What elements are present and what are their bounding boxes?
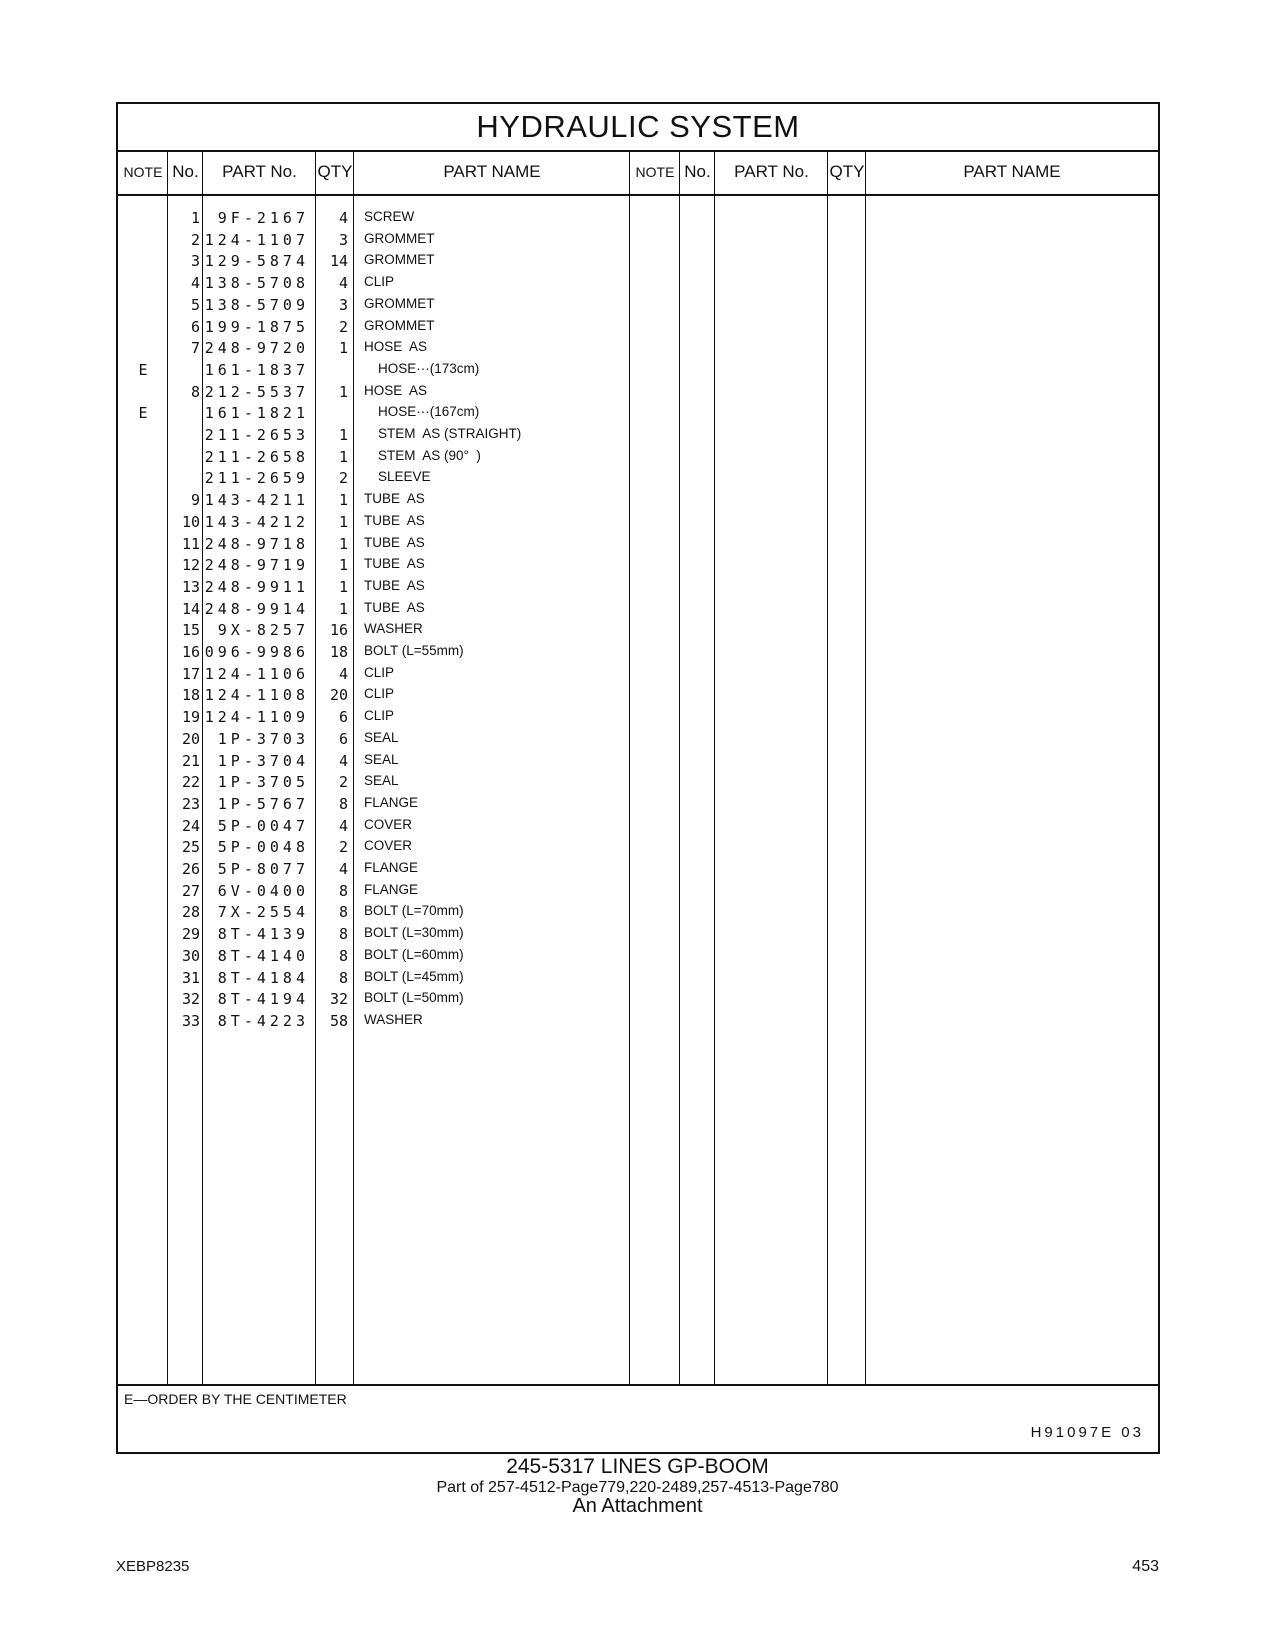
- table-row: [118, 771, 1158, 793]
- part-number-cell: 211-2653: [204, 426, 309, 444]
- table-row: [118, 684, 1158, 706]
- part-name-cell: HOSE···(167cm): [378, 404, 480, 420]
- quantity-cell: 8: [338, 903, 348, 922]
- note-cell: [118, 576, 168, 598]
- quantity-cell: 4: [338, 209, 348, 227]
- item-number-cell: 2: [190, 230, 200, 249]
- part-name-cell: FLANGE: [364, 860, 419, 875]
- table-row: [118, 250, 1158, 272]
- quantity-cell: 3: [338, 230, 348, 249]
- part-number-cell: 138-5708: [204, 274, 309, 293]
- item-number-cell: 1: [190, 209, 200, 227]
- table-row: [118, 988, 1158, 1010]
- quantity-cell: 2: [338, 317, 348, 336]
- part-name-cell: HOSE···(173cm): [378, 360, 480, 376]
- table-row: [118, 402, 1158, 424]
- quantity-cell: 20: [329, 686, 348, 705]
- quantity-cell: 1: [338, 599, 348, 618]
- note-cell: [118, 663, 168, 685]
- part-name-cell: TUBE AS: [364, 512, 425, 528]
- item-number-cell: 9: [190, 491, 200, 510]
- note-cell: [118, 533, 168, 555]
- item-number-cell: 5: [190, 295, 200, 314]
- table-row: [118, 945, 1158, 967]
- header-part-no-left: PART No.: [222, 162, 297, 181]
- part-name-cell: BOLT (L=45mm): [364, 968, 464, 984]
- quantity-cell: 58: [329, 1011, 348, 1030]
- table-row: [118, 489, 1158, 511]
- note-cell: [118, 424, 168, 446]
- part-name-cell: COVER: [364, 816, 413, 832]
- part-name-cell: WASHER: [364, 621, 423, 637]
- item-number-cell: 29: [181, 925, 200, 944]
- item-number-cell: 20: [181, 729, 200, 748]
- quantity-cell: 6: [338, 729, 348, 748]
- part-number-cell: 161-1821: [204, 404, 309, 423]
- item-number-cell: 30: [181, 946, 200, 965]
- quantity-cell: [312, 402, 348, 424]
- drawing-code: H91097E 03: [1030, 1424, 1144, 1441]
- quantity-cell: 1: [338, 447, 348, 466]
- part-number-cell: 143-4211: [204, 491, 309, 510]
- item-number-cell: 15: [181, 621, 200, 640]
- header-qty-left: QTY: [317, 162, 353, 181]
- quantity-cell: 1: [338, 426, 348, 444]
- part-name-cell: SEAL: [364, 751, 399, 767]
- item-number-cell: 6: [190, 317, 200, 336]
- part-number-cell: 9X-8257: [217, 621, 309, 640]
- quantity-cell: 32: [329, 990, 348, 1009]
- quantity-cell: 1: [338, 382, 348, 401]
- footer-divider: [118, 1384, 1158, 1386]
- note-cell: [118, 706, 168, 728]
- caption-attachment: An Attachment: [572, 1495, 703, 1517]
- footnote: E—ORDER BY THE CENTIMETER: [124, 1391, 347, 1407]
- part-number-cell: 8T-4223: [217, 1011, 309, 1030]
- quantity-cell: 6: [338, 708, 348, 727]
- part-number-cell: 1P-3705: [217, 773, 309, 792]
- part-name-cell: CLIP: [364, 708, 395, 724]
- table-row: [118, 511, 1158, 533]
- item-number-cell: 3: [190, 252, 200, 271]
- note-cell: [118, 554, 168, 576]
- part-number-cell: 8T-4139: [217, 925, 309, 944]
- part-number-cell: 8T-4140: [217, 946, 309, 965]
- header-qty-right: QTY: [829, 162, 865, 181]
- header-no-right: No.: [684, 162, 711, 181]
- part-number-cell: 8T-4184: [217, 968, 309, 987]
- quantity-cell: 16: [329, 621, 348, 640]
- item-number-cell: 8: [190, 382, 200, 401]
- part-number-cell: 161-1837: [204, 360, 309, 379]
- quantity-cell: 8: [338, 925, 348, 944]
- part-number-cell: 124-1108: [204, 686, 309, 705]
- part-name-cell: BOLT (L=70mm): [364, 903, 464, 919]
- part-name-cell: TUBE AS: [364, 599, 425, 615]
- item-number-cell: 27: [181, 881, 200, 900]
- item-number-cell: 11: [181, 534, 200, 553]
- part-name-cell: GROMMET: [364, 252, 435, 268]
- part-number-cell: 096-9986: [204, 643, 309, 661]
- note-cell: [118, 207, 168, 229]
- part-name-cell: GROMMET: [364, 230, 435, 246]
- note-cell: [118, 858, 168, 880]
- document-id: XEBP8235: [116, 1558, 190, 1575]
- note-cell: [118, 923, 168, 945]
- note-cell: [118, 728, 168, 750]
- table-row: [118, 467, 1158, 489]
- table-row: [118, 381, 1158, 403]
- note-cell: [118, 901, 168, 923]
- quantity-cell: 14: [329, 252, 348, 271]
- item-number-cell: 22: [181, 773, 200, 792]
- part-name-cell: FLANGE: [364, 881, 419, 897]
- part-name-cell: SEAL: [364, 773, 399, 789]
- quantity-cell: 1: [338, 512, 348, 531]
- part-name-cell: SCREW: [364, 209, 415, 224]
- header-no-left: No.: [172, 162, 199, 181]
- item-number-cell: 28: [181, 903, 200, 922]
- quantity-cell: 2: [338, 773, 348, 792]
- part-number-cell: 211-2659: [204, 469, 309, 488]
- item-number-cell: 4: [190, 274, 200, 293]
- part-name-cell: BOLT (L=30mm): [364, 925, 464, 941]
- part-number-cell: 1P-3703: [217, 729, 309, 748]
- header-note-right: NOTE: [635, 164, 675, 180]
- part-number-cell: 9F-2167: [217, 209, 309, 227]
- table-row: [118, 316, 1158, 338]
- item-number-cell: 14: [181, 599, 200, 618]
- note-cell: [118, 316, 168, 338]
- note-cell: [118, 684, 168, 706]
- quantity-cell: 8: [338, 968, 348, 987]
- header-part-name-left: PART NAME: [443, 162, 541, 181]
- part-name-cell: SLEEVE: [378, 469, 431, 485]
- note-cell: [118, 598, 168, 620]
- part-number-cell: 124-1109: [204, 708, 309, 727]
- quantity-cell: 3: [338, 295, 348, 314]
- header-note-left: NOTE: [123, 164, 163, 180]
- table-row: [118, 750, 1158, 772]
- table-row: [118, 1010, 1158, 1032]
- part-name-cell: TUBE AS: [364, 491, 425, 507]
- note-cell: [118, 750, 168, 772]
- table-row: [118, 706, 1158, 728]
- caption-title: 245-5317 LINES GP-BOOM: [506, 1455, 769, 1478]
- note-cell: [118, 250, 168, 272]
- part-name-cell: CLIP: [364, 686, 395, 702]
- note-cell: [118, 337, 168, 359]
- quantity-cell: 8: [338, 794, 348, 813]
- caption-part-of: Part of 257-4512-Page779,220-2489,257-4513-Page780: [436, 1479, 839, 1496]
- part-number-cell: 248-9911: [204, 577, 309, 596]
- part-name-cell: HOSE AS: [364, 382, 428, 398]
- table-row: [118, 836, 1158, 858]
- part-name-cell: WASHER: [364, 1011, 423, 1027]
- item-number-cell: 17: [181, 664, 200, 683]
- table-row: [118, 576, 1158, 598]
- item-number-cell: 13: [181, 577, 200, 596]
- table-row: [118, 272, 1158, 294]
- part-number-cell: 248-9914: [204, 599, 309, 618]
- item-number-cell: 33: [181, 1011, 200, 1030]
- quantity-cell: 4: [338, 860, 348, 878]
- item-number-cell: 18: [181, 686, 200, 705]
- quantity-cell: 2: [338, 838, 348, 857]
- part-name-cell: STEM AS (STRAIGHT): [378, 426, 522, 441]
- item-number-cell: 26: [181, 860, 200, 878]
- table-row: [118, 229, 1158, 251]
- quantity-cell: 4: [338, 816, 348, 835]
- table-row: [118, 793, 1158, 815]
- table-row: [118, 359, 1158, 381]
- note-cell: E: [138, 360, 148, 379]
- note-cell: [118, 1010, 168, 1032]
- table-row: [118, 663, 1158, 685]
- part-number-cell: 212-5537: [204, 382, 309, 401]
- part-number-cell: 1P-3704: [217, 751, 309, 770]
- item-number-cell: 19: [181, 708, 200, 727]
- item-number-cell: 32: [181, 990, 200, 1009]
- part-name-cell: CLIP: [364, 274, 395, 290]
- page-number: 453: [1132, 1558, 1159, 1575]
- note-cell: E: [138, 404, 148, 423]
- quantity-cell: 1: [338, 339, 348, 358]
- table-row: [118, 207, 1158, 229]
- part-name-cell: BOLT (L=55mm): [364, 643, 464, 658]
- table-row: [118, 337, 1158, 359]
- part-name-cell: GROMMET: [364, 317, 435, 333]
- item-number-cell: [168, 467, 200, 489]
- item-number-cell: 23: [181, 794, 200, 813]
- item-number-cell: 16: [181, 643, 200, 661]
- quantity-cell: 1: [338, 534, 348, 553]
- part-number-cell: 124-1106: [204, 664, 309, 683]
- header-part-name-right: PART NAME: [963, 162, 1061, 181]
- part-name-cell: TUBE AS: [364, 556, 425, 572]
- part-name-cell: TUBE AS: [364, 534, 425, 550]
- table-row: [118, 923, 1158, 945]
- part-name-cell: SEAL: [364, 729, 399, 745]
- note-cell: [118, 229, 168, 251]
- table-row: [118, 619, 1158, 641]
- quantity-cell: 1: [338, 491, 348, 510]
- part-number-cell: 248-9720: [204, 339, 309, 358]
- table-row: [118, 880, 1158, 902]
- part-name-cell: BOLT (L=60mm): [364, 946, 464, 962]
- part-number-cell: 5P-0047: [217, 816, 309, 835]
- part-name-cell: FLANGE: [364, 794, 419, 810]
- quantity-cell: 4: [338, 274, 348, 293]
- item-number-cell: 21: [181, 751, 200, 770]
- note-cell: [118, 880, 168, 902]
- part-number-cell: 5P-0048: [217, 838, 309, 857]
- quantity-cell: 4: [338, 664, 348, 683]
- quantity-cell: 8: [338, 946, 348, 965]
- part-number-cell: 248-9719: [204, 556, 309, 575]
- item-number-cell: [168, 446, 200, 468]
- note-cell: [118, 641, 168, 663]
- quantity-cell: 4: [338, 751, 348, 770]
- part-number-cell: 138-5709: [204, 295, 309, 314]
- table-row: [118, 641, 1158, 663]
- item-number-cell: [168, 424, 200, 446]
- note-cell: [118, 619, 168, 641]
- table-row: [118, 598, 1158, 620]
- item-number-cell: 25: [181, 838, 200, 857]
- table-row: [118, 446, 1158, 468]
- note-cell: [118, 446, 168, 468]
- quantity-cell: [312, 359, 348, 381]
- column-header-row: [118, 150, 1158, 196]
- note-cell: [118, 967, 168, 989]
- part-name-cell: COVER: [364, 838, 413, 854]
- note-cell: [118, 294, 168, 316]
- part-number-cell: 129-5874: [204, 252, 309, 271]
- part-name-cell: GROMMET: [364, 295, 435, 311]
- part-number-cell: 124-1107: [204, 230, 309, 249]
- item-number-cell: 12: [181, 556, 200, 575]
- note-cell: [118, 988, 168, 1010]
- part-name-cell: TUBE AS: [364, 577, 425, 593]
- table-row: [118, 294, 1158, 316]
- item-number-cell: 31: [181, 968, 200, 987]
- table-row: [118, 728, 1158, 750]
- part-number-cell: 199-1875: [204, 317, 309, 336]
- note-cell: [118, 272, 168, 294]
- note-cell: [118, 836, 168, 858]
- part-number-cell: 7X-2554: [217, 903, 309, 922]
- item-number-cell: [168, 402, 200, 424]
- table-row: [118, 533, 1158, 555]
- note-cell: [118, 815, 168, 837]
- item-number-cell: 7: [190, 339, 200, 358]
- parts-table: [116, 102, 1160, 1454]
- part-number-cell: 211-2658: [204, 447, 309, 466]
- quantity-cell: 18: [329, 643, 348, 661]
- quantity-cell: 1: [338, 577, 348, 596]
- table-title: HYDRAULIC SYSTEM: [118, 104, 1158, 152]
- note-cell: [118, 793, 168, 815]
- table-row: [118, 815, 1158, 837]
- item-number-cell: [168, 359, 200, 381]
- part-number-cell: 8T-4194: [217, 990, 309, 1009]
- part-name-cell: STEM AS (90° ): [378, 447, 481, 463]
- table-row: [118, 967, 1158, 989]
- header-part-no-right: PART No.: [734, 162, 809, 181]
- table-row: [118, 554, 1158, 576]
- note-cell: [118, 381, 168, 403]
- part-number-cell: 248-9718: [204, 534, 309, 553]
- quantity-cell: 2: [338, 469, 348, 488]
- note-cell: [118, 945, 168, 967]
- part-name-cell: BOLT (L=50mm): [364, 990, 464, 1006]
- table-row: [118, 901, 1158, 923]
- quantity-cell: 8: [338, 881, 348, 900]
- table-row: [118, 424, 1158, 446]
- part-name-cell: CLIP: [364, 664, 395, 680]
- part-number-cell: 143-4212: [204, 512, 309, 531]
- note-cell: [118, 771, 168, 793]
- note-cell: [118, 467, 168, 489]
- part-number-cell: 5P-8077: [217, 860, 309, 878]
- item-number-cell: 24: [181, 816, 200, 835]
- quantity-cell: 1: [338, 556, 348, 575]
- table-row: [118, 858, 1158, 880]
- part-number-cell: 1P-5767: [217, 794, 309, 813]
- item-number-cell: 10: [181, 512, 200, 531]
- note-cell: [118, 489, 168, 511]
- note-cell: [118, 511, 168, 533]
- part-number-cell: 6V-0400: [217, 881, 309, 900]
- part-name-cell: HOSE AS: [364, 339, 428, 355]
